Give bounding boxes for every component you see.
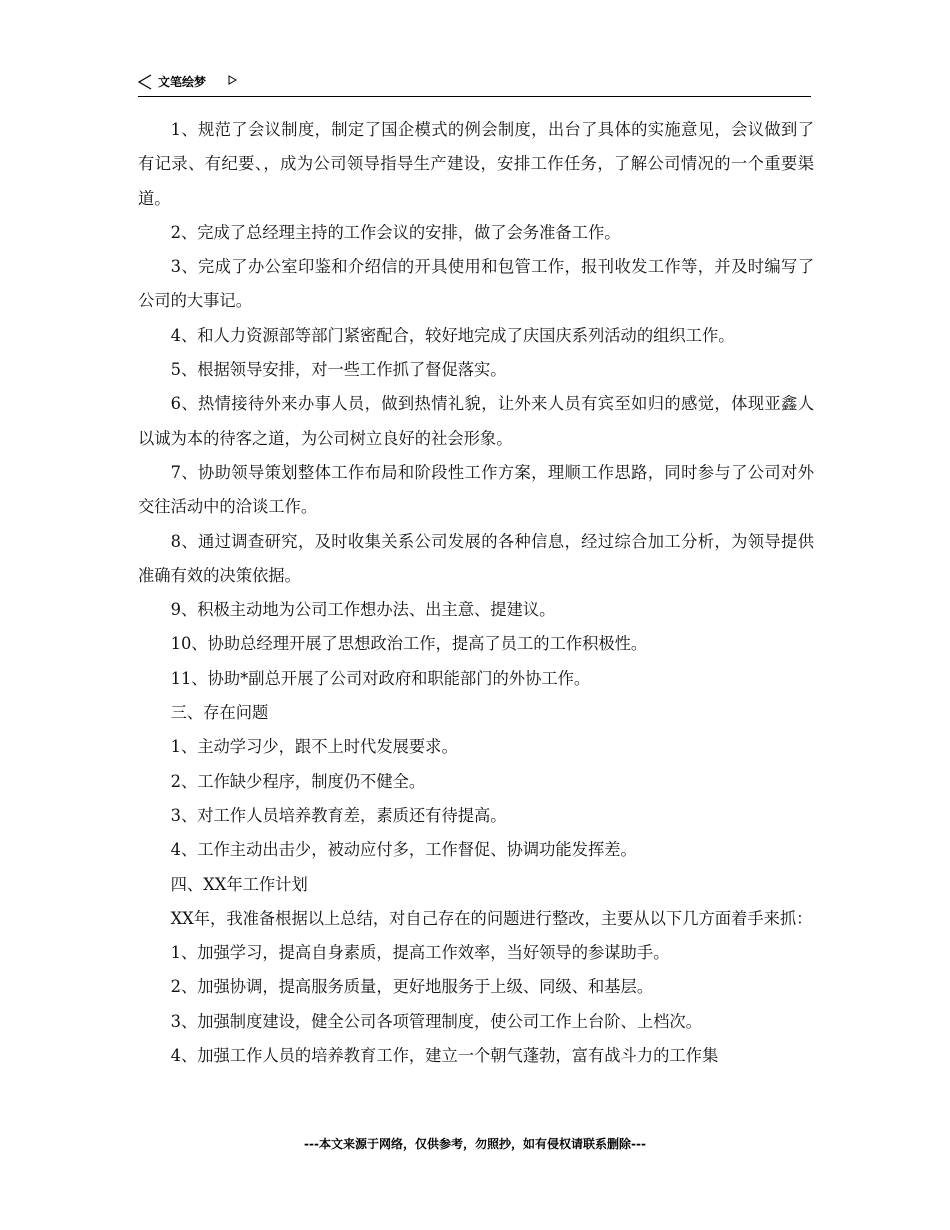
paragraph-14: 2、工作缺少程序，制度仍不健全。 xyxy=(170,771,426,791)
paragraph-8: 8、通过调查研究，及时收集关系公司发展的各种信息，经过综合加工分析，为领导提供准确有效的决策依据。 xyxy=(138,531,814,585)
paragraph-4: 4、和人力资源部等部门紧密配合，较好地完成了庆国庆系列活动的组织工作。 xyxy=(170,325,735,345)
paragraph-7: 7、协助领导策划整体工作布局和阶段性工作方案，理顺工作思路，同时参与了公司对外交往活动中的洽谈工作。 xyxy=(138,462,814,517)
paragraph-15: 3、对工作人员培养教育差，素质还有待提高。 xyxy=(170,805,507,825)
document-body xyxy=(138,113,814,1073)
page-footer: ---本文来源于网络，仅供参考，勿照抄，如有侵权请联系删除--- xyxy=(304,1137,646,1151)
page-header xyxy=(138,72,811,97)
paragraph-9: 9、积极主动地为公司工作想办法、出主意、提建议。 xyxy=(170,600,556,620)
paragraph-11: 11、协助*副总开展了公司对政府和职能部门的外协工作。 xyxy=(170,668,591,688)
section-heading-problems: 三、存在问题 xyxy=(170,703,269,723)
paragraph-22: 4、加强工作人员的培养教育工作，建立一个朝气蓬勃，富有战斗力的工作集 xyxy=(170,1046,719,1066)
paragraph-5: 5、根据领导安排，对一些工作抓了督促落实。 xyxy=(170,360,507,380)
paragraph-6: 6、热情接待外来办事人员，做到热情礼貌，让外来人员有宾至如归的感觉，体现亚鑫人以诚为本的待客之道，为公司树立良好的社会形象。 xyxy=(138,394,814,448)
paragraph-10: 10、协助总经理开展了思想政治工作，提高了员工的工作积极性。 xyxy=(170,634,648,654)
paragraph-18: XX年，我准备根据以上总结，对自己存在的问题进行整改，主要从以下几方面着手来抓： xyxy=(170,908,813,928)
section-heading-plan: 四、XX年工作计划 xyxy=(170,874,308,894)
paragraph-19: 1、加强学习，提高自身素质，提高工作效率，当好领导的参谋助手。 xyxy=(170,943,670,963)
paragraph-20: 2、加强协调，提高服务质量，更好地服务于上级、同级、和基层。 xyxy=(170,977,654,997)
paragraph-1: 1、规范了会议制度，制定了国企模式的例会制度，出台了具体的实施意见，会议做到了有记录、有纪要、，成为公司领导指导生产建设，安排工作任务，了解公司情况的一个重要渠道。 xyxy=(138,120,814,208)
header-title: 文笔绘梦 xyxy=(158,75,207,89)
triangle-right-icon xyxy=(228,75,237,85)
paragraph-21: 3、加强制度建设，健全公司各项管理制度，使公司工作上台阶、上档次。 xyxy=(170,1011,702,1031)
paragraph-13: 1、主动学习少，跟不上时代发展要求。 xyxy=(170,737,458,757)
paragraph-2: 2、完成了总经理主持的工作会议的安排，做了会务准备工作。 xyxy=(170,222,621,242)
triangle-left-icon xyxy=(138,74,152,90)
paragraph-3: 3、完成了办公室印鉴和介绍信的开具使用和包管工作，报刊收发工作等，并及时编写了公司的大事记。 xyxy=(138,257,814,311)
paragraph-16: 4、工作主动出击少，被动应付多，工作督促、协调功能发挥差。 xyxy=(170,840,637,860)
